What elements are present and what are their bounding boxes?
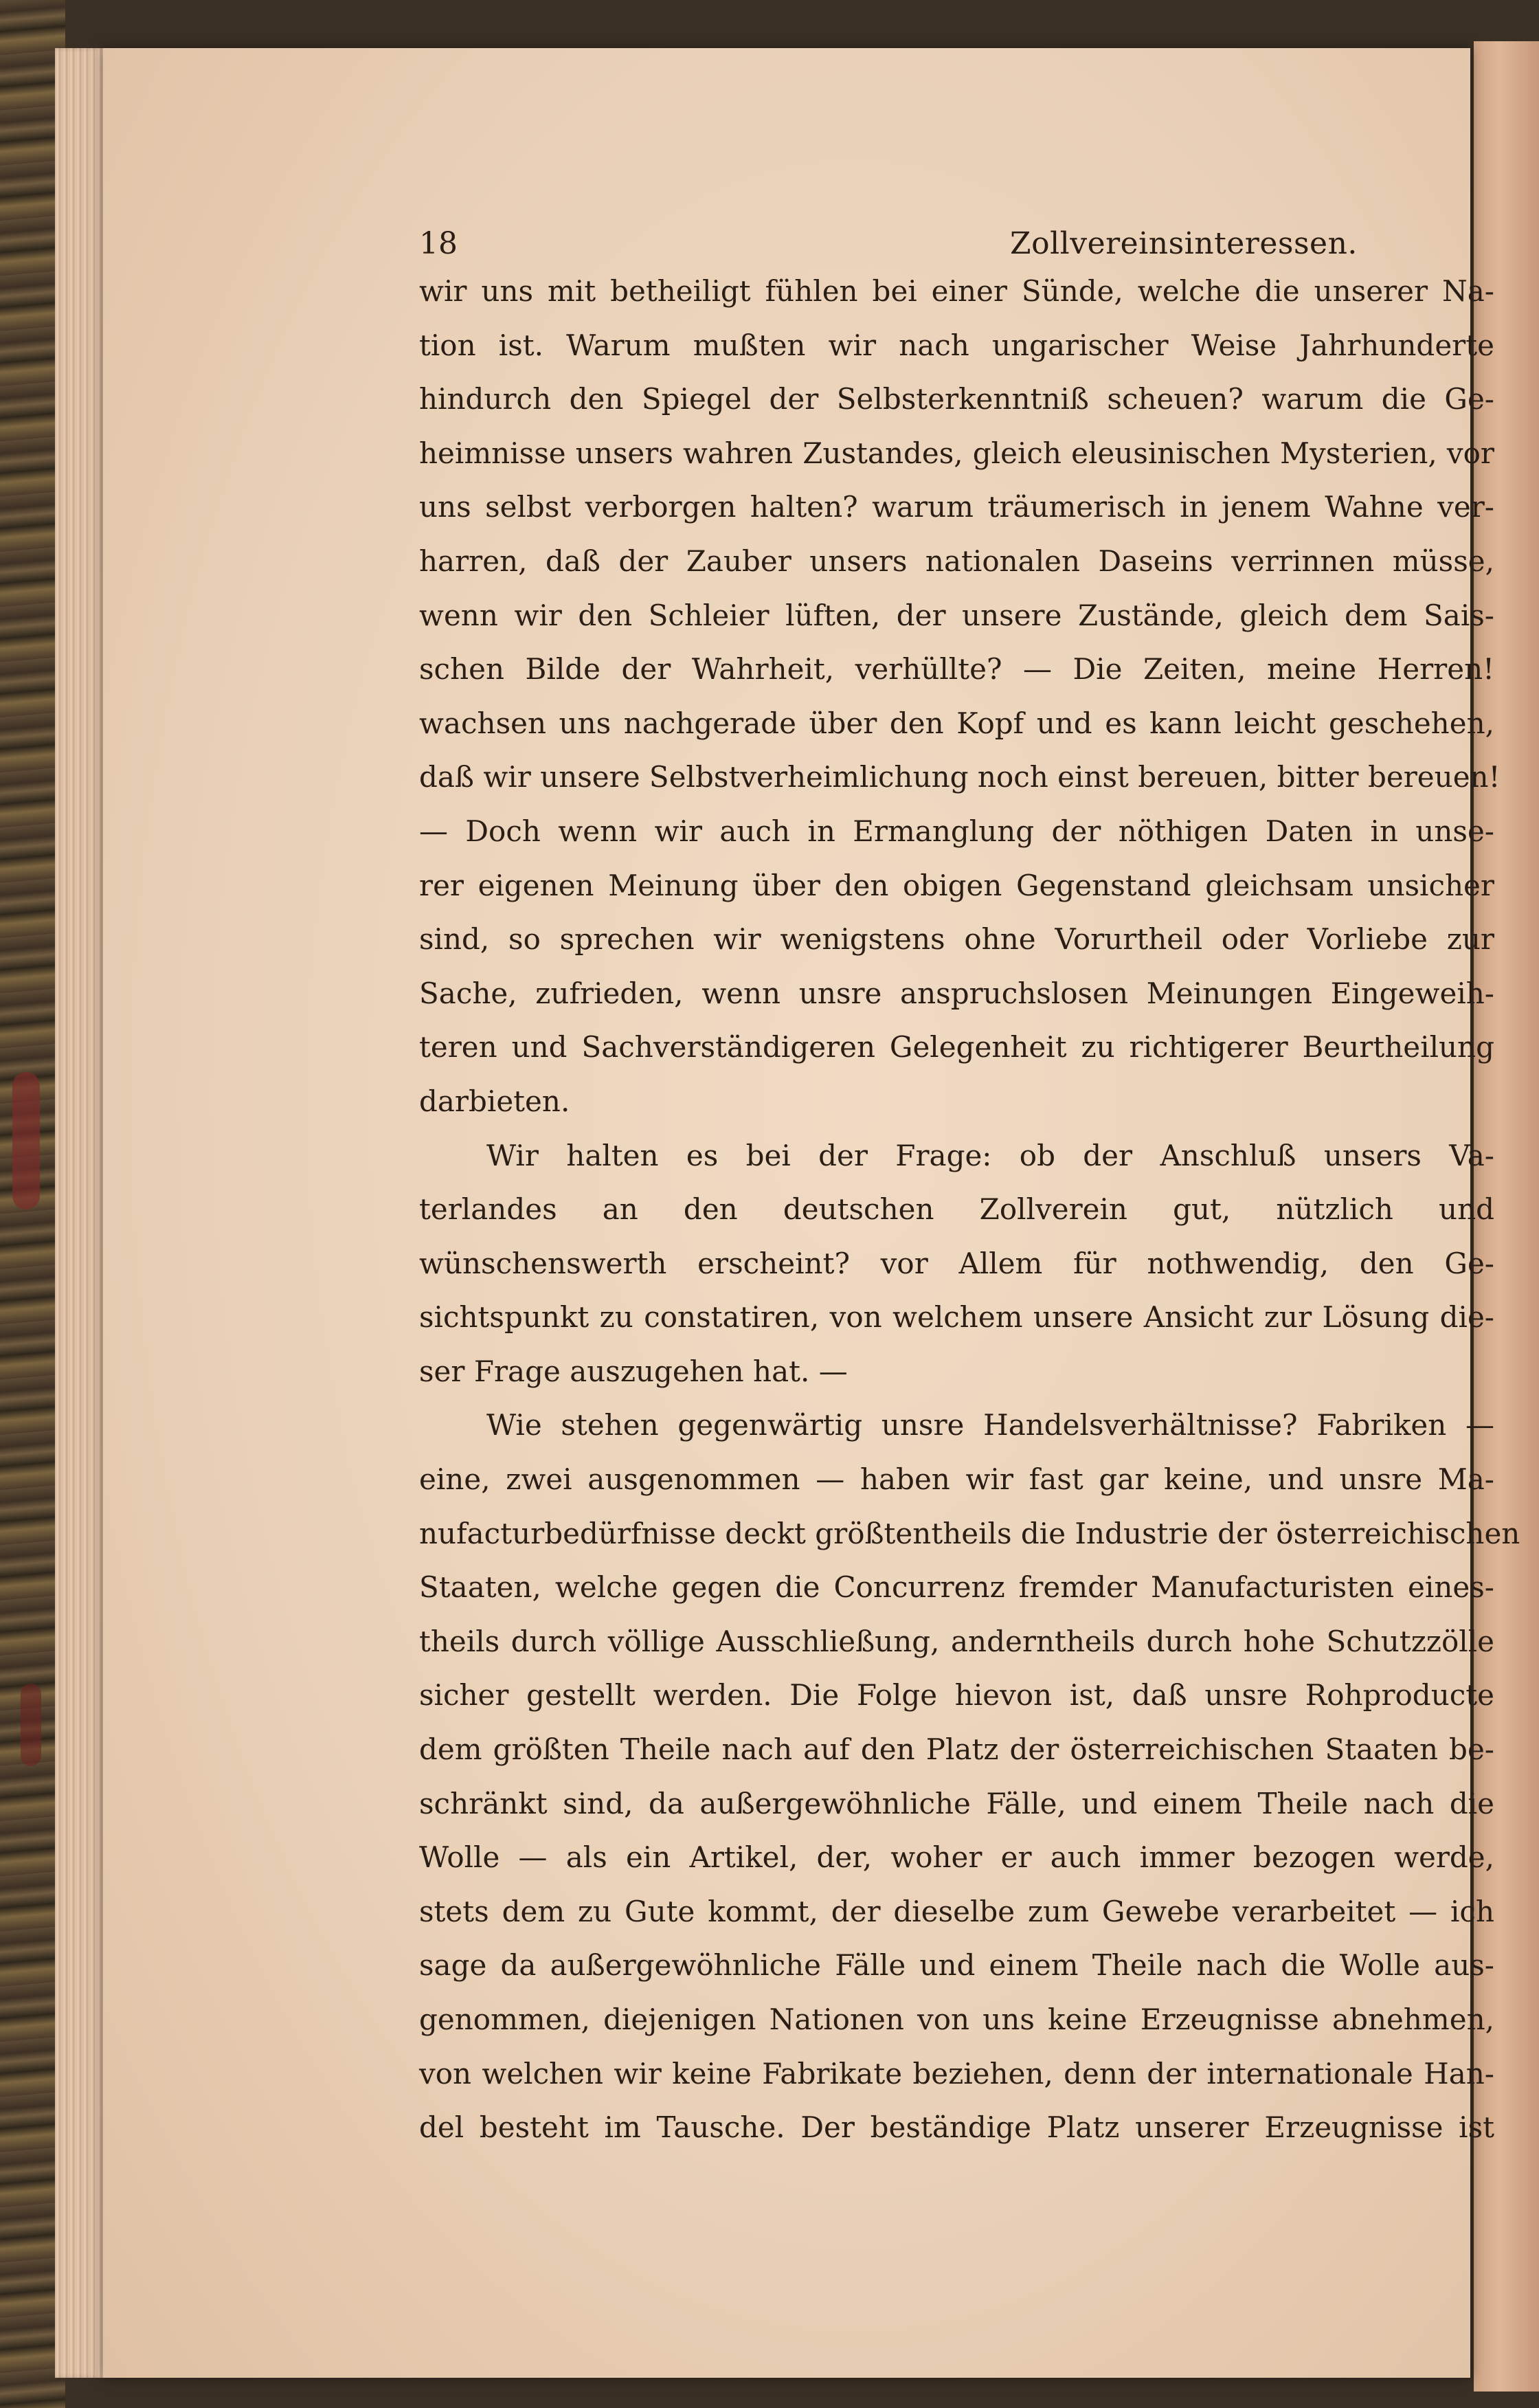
text-line: schränkt sind, da außergewöhnliche Fälle, und einem Theile nach die	[419, 1786, 1494, 1820]
text-line: stets dem zu Gute kommt, der dieselbe zum Gewebe verarbeitet — ich	[419, 1894, 1494, 1928]
text-line: nufacturbedürfnisse deckt größtentheils die Industrie der österreichischen	[419, 1516, 1520, 1550]
spine-stain	[12, 1072, 40, 1209]
page-stack-edges	[55, 48, 110, 2378]
text-line: tion ist. Warum mußten wir nach ungarischer Weise Jahrhunderte	[419, 328, 1494, 362]
text-line: sichtspunkt zu constatiren, von welchem unsere Ansicht zur Lösung die-	[419, 1300, 1494, 1335]
text-line: genommen, diejenigen Nationen von uns keine Erzeugnisse abnehmen,	[419, 2003, 1494, 2036]
page-number: 18	[419, 226, 458, 261]
text-line: wachsen uns nachgerade über den Kopf und es kann leicht geschehen,	[419, 706, 1494, 740]
text-line: sage da außergewöhnliche Fälle und einem Theile nach die Wolle aus-	[419, 1948, 1494, 1983]
text-line: sind, so sprechen wir wenigstens ohne Vorurtheil oder Vorliebe zur	[419, 922, 1494, 957]
text-line: Sache, zufrieden, wenn unsre anspruchslosen Meinungen Eingeweih-	[419, 976, 1494, 1010]
text-line: del besteht im Tausche. Der beständige Platz unserer Erzeugnisse ist	[419, 2110, 1494, 2145]
text-line: wenn wir den Schleier lüften, der unsere Zustände, gleich dem Sais-	[419, 598, 1494, 632]
book-page	[103, 48, 1520, 2378]
text-line: rer eigenen Meinung über den obigen Gegenstand gleichsam unsicher	[419, 868, 1494, 902]
text-line: teren und Sachverständigeren Gelegenheit zu richtigerer Beurtheilung	[419, 1030, 1494, 1064]
text-line: wünschenswerth erscheint? vor Allem für nothwendig, den Ge-	[419, 1246, 1494, 1280]
text-line: — Doch wenn wir auch in Ermanglung der nöthigen Daten in unse-	[419, 814, 1494, 848]
text-line: uns selbst verborgen halten? warum träumerisch in jenem Wahne ver-	[419, 490, 1494, 524]
page-text-block	[309, 223, 1520, 2155]
text-line: terlandes an den deutschen Zollverein gut, nützlich und	[419, 1192, 1494, 1227]
spine-stain	[21, 1684, 41, 1766]
text-line: sicher gestellt werden. Die Folge hievon ist, daß unsre Rohproducte	[419, 1678, 1494, 1713]
text-line: hindurch den Spiegel der Selbsterkenntniß scheuen? warum die Ge-	[419, 382, 1494, 416]
text-line: schen Bilde der Wahrheit, verhüllte? — Die Zeiten, meine Herren!	[419, 652, 1494, 687]
text-line: von welchen wir keine Fabrikate beziehen, denn der internationale Han-	[419, 2056, 1494, 2091]
text-line: heimnisse unsers wahren Zustandes, gleich eleusinischen Mysterien, vor	[419, 436, 1494, 470]
text-line: Wir halten es bei der Frage: ob der Anschluß unsers Va-	[486, 1138, 1494, 1172]
text-line: darbieten.	[419, 1084, 570, 1118]
text-line: ser Frage auszugehen hat. —	[419, 1354, 848, 1388]
text-line: dem größten Theile nach auf den Platz der österreichischen Staaten be-	[419, 1732, 1494, 1767]
running-head	[309, 223, 1494, 265]
text-line: theils durch völlige Ausschließung, anderntheils durch hohe Schutzzölle	[419, 1624, 1494, 1658]
text-line: wir uns mit betheiligt fühlen bei einer Sünde, welche die unserer Na-	[419, 274, 1494, 308]
text-line: Wolle — als ein Artikel, der, woher er auch immer bezogen werde,	[419, 1840, 1494, 1875]
running-title: Zollvereinsinteressen.	[1010, 226, 1358, 261]
text-line: Wie stehen gegenwärtig unsre Handelsverhältnisse? Fabriken —	[486, 1408, 1494, 1442]
text-line: eine, zwei ausgenommen — haben wir fast gar keine, und unsre Ma-	[419, 1462, 1494, 1497]
text-line: daß wir unsere Selbstverheimlichung noch einst bereuen, bitter bereuen!	[419, 760, 1501, 794]
text-line: Staaten, welche gegen die Concurrenz fremder Manufacturisten eines-	[419, 1570, 1494, 1605]
text-line: harren, daß der Zauber unsers nationalen Daseins verrinnen müsse,	[419, 544, 1494, 578]
